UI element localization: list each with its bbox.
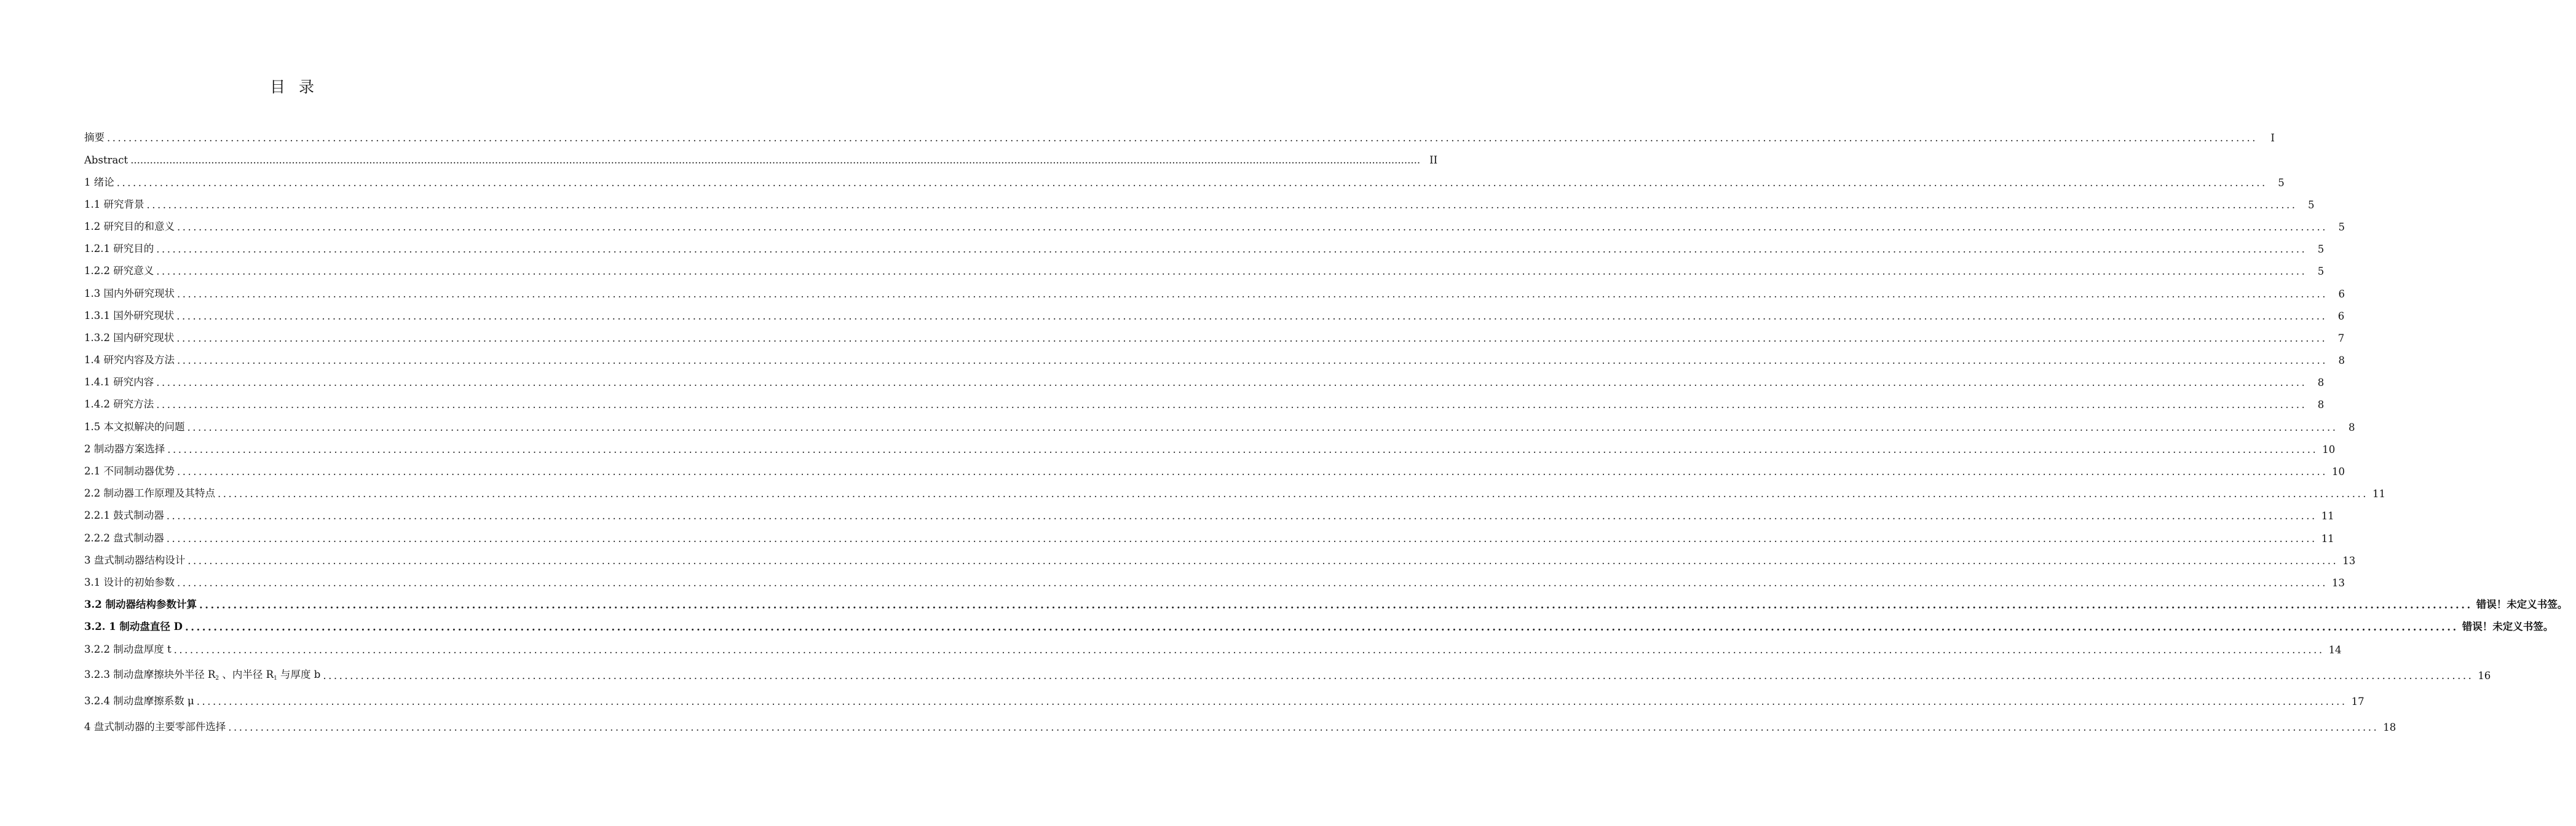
dot-leader: ................................................................................................................................................................................................................................................................................................................................................................................................................ [177, 355, 2328, 367]
toc-entry-title: 1.2 研究目的和意义 [84, 220, 175, 232]
dot-leader: ................................................................................................................................................................................................................................................................................................................................................................................................................ [176, 310, 2328, 322]
toc-entry[interactable] [84, 211, 2345, 233]
dot-leader: ................................................................................................................................................................................................................................................................................................................................................................................................................ [199, 599, 2473, 612]
dot-leader: ................................................................................................................................................................................................................................................................................................................................................................................................................ [156, 266, 2307, 278]
dot-leader: ................................................................................................................................................................................................................................................................................................................................................................................................................ [107, 132, 2258, 144]
toc-entry[interactable] [84, 122, 2275, 144]
toc-entry[interactable] [84, 478, 2385, 500]
toc-entry[interactable] [84, 433, 2336, 455]
toc-entry-title: 1.4 研究内容及方法 [84, 354, 175, 366]
toc-page-number: 11 [2372, 488, 2385, 500]
dot-leader: ................................................................................................................................................................................................................................................................................................................................................................................................................ [116, 176, 2267, 189]
toc-entry[interactable] [84, 500, 2334, 522]
dot-leader: ................................................................................................................................................................................................................................................................................................................................................................................................................ [187, 421, 2338, 433]
toc-entry[interactable] [84, 455, 2345, 478]
toc-entry-title: 摘要 [84, 132, 105, 144]
toc-entry[interactable] [84, 388, 2325, 411]
dot-leader: ................................................................................................................................................................................................................................................................................................................................................................................................................ [228, 721, 2379, 733]
toc-page-number: 6 [2337, 310, 2345, 322]
dot-leader: ................................................................................................................................................................................................................................................................................................................................................................................................................ [184, 621, 2459, 634]
toc-page-number: 8 [2338, 355, 2345, 367]
dot-leader: ................................................................................................................................................................................................................................................................................................................................................................................................................ [156, 243, 2307, 256]
toc-entry-title: 2 制动器方案选择 [84, 442, 165, 455]
dot-leader: ................................................................................................................................................................................................................................................................................................................................................................................................................ [177, 576, 2328, 589]
toc-entry[interactable] [84, 545, 2356, 567]
toc-page-number: 8 [2348, 421, 2355, 433]
dot-leader: ................................................................................................................................................................................................................................................................................................................................................................................................................ [188, 554, 2339, 567]
dot-leader: ................................................................................................................................................................................................................................................................................................................................................................................................................ [167, 443, 2318, 455]
toc-entry[interactable] [84, 189, 2315, 211]
dot-leader: ................................................................................................................................................................................................................................................................................................................................................................................................................ [156, 377, 2307, 389]
dot-leader: ................................................................................................................................................................................................................................................................................................................................................................................................................ [177, 288, 2328, 300]
toc-entry-title: 1.5 本文拟解决的问题 [84, 420, 185, 433]
toc-entry[interactable] [84, 233, 2325, 256]
toc-page-number: 6 [2338, 288, 2345, 300]
toc-entry-title: 4 盘式制动器的主要零部件选择 [84, 720, 226, 733]
toc-entry[interactable] [84, 366, 2325, 389]
toc-entry[interactable] [84, 567, 2345, 589]
toc-entry-title: 3 盘式制动器结构设计 [84, 554, 186, 566]
toc-entry[interactable] [84, 300, 2345, 322]
dot-leader: ................................................................................................................................................................................................................................................................................................................................................................................................................ [146, 199, 2297, 211]
toc-page-number: 17 [2351, 695, 2365, 707]
toc-entry-title: 1.4.2 研究方法 [84, 398, 154, 411]
toc-page-number: 13 [2331, 576, 2345, 589]
toc-page-number: 错误！未定义书签。 [2462, 621, 2554, 633]
toc-entry-title: 2.2.1 鼓式制动器 [84, 509, 164, 522]
toc-page-number: 11 [2321, 510, 2334, 522]
toc-page-number: 8 [2317, 399, 2325, 411]
toc-entry-title: 1.1 研究背景 [84, 198, 144, 210]
dot-leader: ................................................................................................................................................................................................................................................................................................................................................................................................................ [177, 221, 2328, 233]
toc-entry-title: 1.3.1 国外研究现状 [84, 309, 175, 321]
dot-leader: ................................................................................................................................................................................................................................................................................................................................................................................................................ [166, 532, 2317, 545]
toc-entry[interactable] [84, 633, 2342, 656]
dot-leader: ................................................................................................................................................................................................................................................................................................................................................................................................................ [218, 488, 2368, 500]
toc-page-number: 5 [2317, 243, 2325, 256]
toc-entry[interactable] [84, 411, 2355, 433]
toc-page-number: 13 [2342, 554, 2356, 567]
toc-entry-title: 1.2.1 研究目的 [84, 243, 154, 255]
toc-entry-title: 2.2.2 盘式制动器 [84, 532, 164, 544]
dot-leader: ................................................................................................................................................................................................................................................................................................................................................................................................................ [130, 154, 1421, 167]
toc-entry-title: 1.4.1 研究内容 [84, 376, 154, 388]
toc-entry-title: 3.2.4 制动盘摩擦系数 μ [84, 694, 194, 707]
dot-leader: ................................................................................................................................................................................................................................................................................................................................................................................................................ [196, 695, 2347, 707]
dot-leader: ................................................................................................................................................................................................................................................................................................................................................................................................................ [156, 399, 2307, 411]
toc-entry-title: 3.2. 1 制动盘直径 D [84, 621, 183, 633]
toc-entry-title: 1.2.2 研究意义 [84, 265, 154, 277]
toc-entry-title: 1.3 国内外研究现状 [84, 287, 175, 299]
toc-entry-title: 3.2 制动器结构参数计算 [84, 599, 197, 611]
page-title: 目录 [269, 78, 328, 96]
toc-entry-title: 3.1 设计的初始参数 [84, 576, 175, 588]
toc-page-number: 错误！未定义书签。 [2476, 599, 2568, 611]
toc-page-number: 16 [2478, 669, 2491, 682]
toc-page-number: 5 [2307, 199, 2315, 211]
toc-entry[interactable] [84, 589, 2568, 612]
toc-entry-title: Abstract [84, 154, 128, 167]
toc-entry[interactable] [84, 322, 2345, 344]
dot-leader: ................................................................................................................................................................................................................................................................................................................................................................................................................ [323, 669, 2474, 682]
toc-entry[interactable] [84, 656, 2491, 682]
toc-entry-title: 3.2.3 制动盘摩擦块外半径 $R_2$ 、内半径 $R_1$ 与厚度 b [84, 668, 321, 682]
toc-page-number: 14 [2328, 643, 2342, 656]
table-of-contents [84, 122, 2568, 733]
toc-entry[interactable] [84, 255, 2325, 278]
toc-page-number: 11 [2321, 532, 2334, 545]
toc-entry[interactable] [84, 344, 2345, 367]
toc-entry[interactable] [84, 144, 1438, 167]
toc-page-number: II [1429, 154, 1438, 167]
toc-page-number: 7 [2337, 332, 2345, 344]
toc-entry[interactable] [84, 522, 2334, 545]
toc-page-number: 5 [2278, 176, 2285, 189]
toc-page-number: 5 [2338, 221, 2345, 233]
toc-page-number: 8 [2317, 377, 2325, 389]
toc-page-number: 10 [2322, 443, 2336, 455]
toc-entry-title: 1 绪论 [84, 176, 114, 188]
toc-entry[interactable] [84, 611, 2554, 634]
toc-entry-title: 3.2.2 制动盘厚度 t [84, 643, 172, 655]
toc-entry[interactable] [84, 277, 2345, 300]
dot-leader: ................................................................................................................................................................................................................................................................................................................................................................................................................ [166, 510, 2317, 522]
toc-entry[interactable] [84, 166, 2285, 189]
toc-entry-title: 2.1 不同制动器优势 [84, 465, 175, 477]
toc-entry-title: 2.2 制动器工作原理及其特点 [84, 487, 215, 500]
dot-leader: ................................................................................................................................................................................................................................................................................................................................................................................................................ [176, 332, 2328, 344]
toc-page-number: I [2270, 132, 2275, 144]
dot-leader: ................................................................................................................................................................................................................................................................................................................................................................................................................ [173, 643, 2325, 656]
toc-entry[interactable] [84, 707, 2396, 733]
dot-leader: ................................................................................................................................................................................................................................................................................................................................................................................................................ [177, 466, 2328, 478]
toc-page-number: 5 [2317, 266, 2325, 278]
toc-entry-title: 1.3.2 国内研究现状 [84, 331, 175, 344]
toc-entry[interactable] [84, 682, 2365, 707]
toc-page-number: 10 [2331, 466, 2345, 478]
toc-page-number: 18 [2383, 721, 2396, 733]
